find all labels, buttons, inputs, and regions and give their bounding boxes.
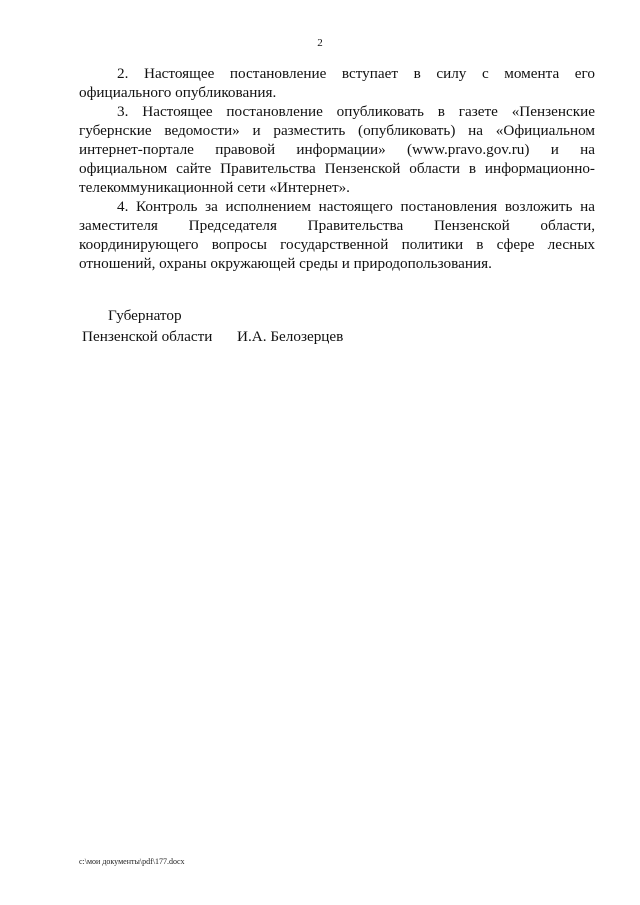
signatory-title-line1: Губернатор [108, 307, 182, 324]
paragraph-2: 2. Настоящее постановление вступает в силу с момента его официального опубликования. [79, 65, 595, 101]
page-number: 2 [317, 37, 323, 49]
signatory-name: И.А. Белозерцев [237, 328, 344, 345]
paragraph-4: 4. Контроль за исполнением настоящего постановления возложить на заместителя Председателя Правительства Пензенской области, координирующего вопросы государственной политики в сфере лесных отношений, охраны окружающей среды и природопользования. [79, 198, 595, 272]
paragraph-3: 3. Настоящее постановление опубликовать в газете «Пензенские губернские ведомости» и разместить (опубликовать) на «Официальном интернет-портале правовой информации» (www.pravo.gov.ru) и на официальном сайте Правительства Пензенской области в информационно-телекоммуникационной сети «Интернет». [79, 103, 595, 196]
document-body [79, 64, 595, 273]
signatory-title-line2: Пензенской области [82, 328, 213, 345]
file-path-footer: c:\мои документы\pdf\177.docx [79, 857, 185, 866]
